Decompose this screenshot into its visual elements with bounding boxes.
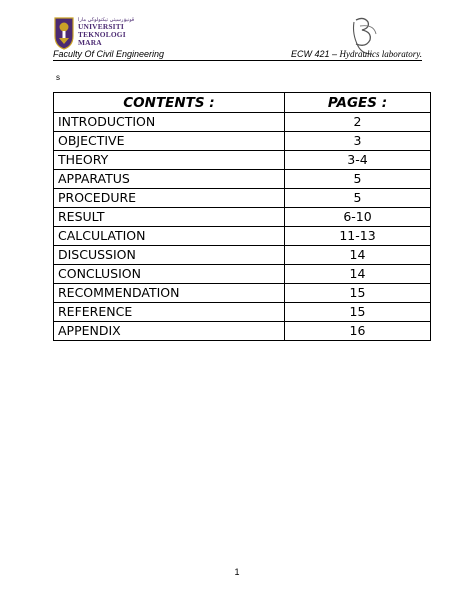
table-row <box>54 189 431 208</box>
header-faculty-name: Faculty Of Civil Engineering <box>53 49 165 59</box>
table-row <box>54 265 431 284</box>
section-page: 16 <box>285 322 431 341</box>
table-row <box>54 284 431 303</box>
section-name: DISCUSSION <box>54 246 285 265</box>
section-page: 3-4 <box>285 151 431 170</box>
section-name: RESULT <box>54 208 285 227</box>
stray-mark: s <box>56 73 60 82</box>
table-row <box>54 322 431 341</box>
section-name: RECOMMENDATION <box>54 284 285 303</box>
section-page: 3 <box>285 132 431 151</box>
table-row <box>54 151 431 170</box>
table-row <box>54 113 431 132</box>
university-crest-icon <box>53 16 75 50</box>
table-row <box>54 227 431 246</box>
section-page: 11-13 <box>285 227 431 246</box>
logo-text-line-2: TEKNOLOGI <box>78 30 126 39</box>
section-page: 6-10 <box>285 208 431 227</box>
course-code: ECW 421 – <box>290 49 340 59</box>
section-name: CONCLUSION <box>54 265 285 284</box>
section-page: 14 <box>285 246 431 265</box>
header-course-title <box>291 49 422 59</box>
table-row <box>54 208 431 227</box>
logo-jawi-text: ڤونيۏرسيتي تيكنولوڬي مارا <box>78 17 135 23</box>
section-page: 2 <box>285 113 431 132</box>
contents-header-row <box>54 93 431 113</box>
section-page: 5 <box>285 189 431 208</box>
section-name: OBJECTIVE <box>54 132 285 151</box>
pages-column-header: PAGES : <box>285 93 431 113</box>
table-row <box>54 303 431 322</box>
section-name: CALCULATION <box>54 227 285 246</box>
section-name: PROCEDURE <box>54 189 285 208</box>
section-name: APPENDIX <box>54 322 285 341</box>
header-divider <box>53 60 422 61</box>
contents-table <box>53 92 431 341</box>
logo-text-line-3: MARA <box>78 38 102 47</box>
page-number: 1 <box>234 567 240 577</box>
section-name: INTRODUCTION <box>54 113 285 132</box>
table-row <box>54 246 431 265</box>
section-page: 15 <box>285 303 431 322</box>
logo-text-line-1: UNIVERSITI <box>78 22 124 31</box>
section-page: 14 <box>285 265 431 284</box>
section-name: THEORY <box>54 151 285 170</box>
section-page: 15 <box>285 284 431 303</box>
section-name: REFERENCE <box>54 303 285 322</box>
lab-name: Hydraulics laboratory. <box>339 49 422 59</box>
table-row <box>54 170 431 189</box>
section-name: APPARATUS <box>54 170 285 189</box>
university-logo <box>53 14 153 54</box>
table-row <box>54 132 431 151</box>
contents-column-header: CONTENTS : <box>54 93 285 113</box>
section-page: 5 <box>285 170 431 189</box>
